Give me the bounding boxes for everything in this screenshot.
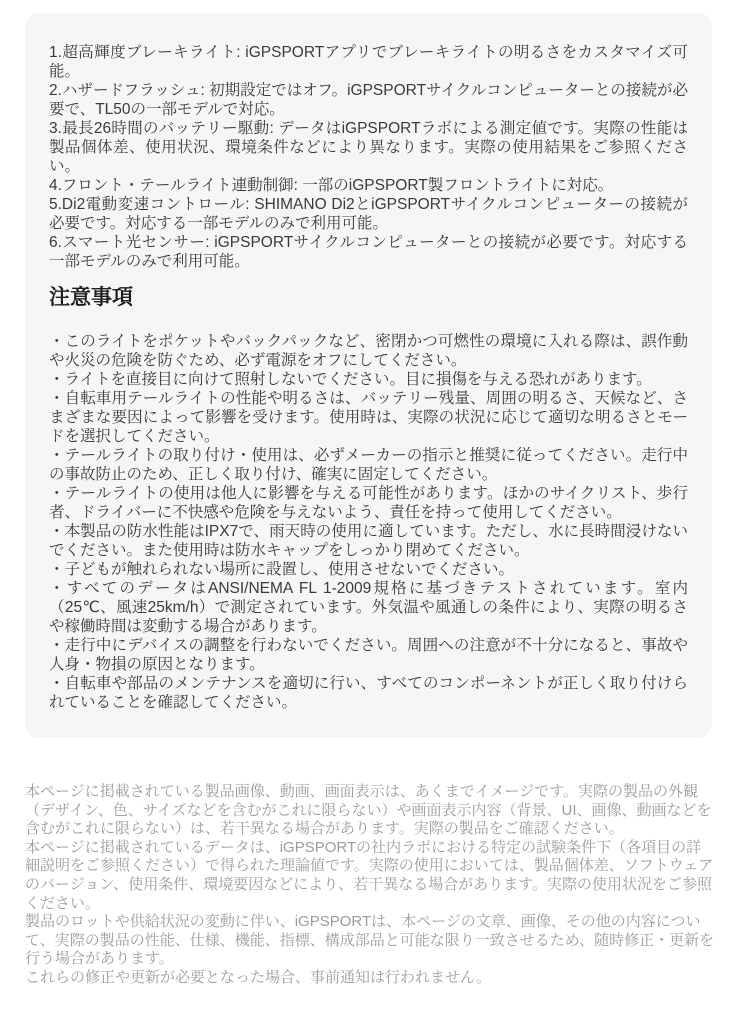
precaution-item: ・本製品の防水性能はIPX7で、雨天時の使用に適しています。ただし、水に長時間浸けないでください。また使用時は防水キャップをしっかり閉めてください。 bbox=[49, 523, 688, 559]
numbered-note: 2.ハザードフラッシュ: 初期設定ではオフ。iGPSPORTサイクルコンピューターとの接続が必要で、TL50の一部モデルで対応。 bbox=[49, 82, 688, 118]
disclaimer-paragraph: これらの修正や更新が必要となった場合、事前通知は行われません。 bbox=[25, 968, 491, 986]
numbered-notes-list bbox=[49, 43, 688, 271]
precaution-item: ・テールライトの取り付け・使用は、必ずメーカーの指示と推奨に従ってください。走行中の事故防止のため、正しく取り付け、確実に固定してください。 bbox=[49, 447, 688, 483]
disclaimer-paragraph: 製品のロットや供給状況の変動に伴い、iGPSPORTは、本ページの文章、画像、その他の内容について、実際の製品の性能、仕様、機能、指標、構成部品と可能な限り一致させるため、随時修正・更新を行う場合があります。 bbox=[25, 913, 715, 968]
precaution-item: ・すべてのデータはANSI/NEMA FL 1-2009規格に基づきテストされています。室内（25℃、風速25km/h）で測定されています。外気温や風通しの条件により、実際の明るさや稼働時間は変動する場合があります。 bbox=[49, 580, 688, 635]
precaution-item: ・このライトをポケットやバックパックなど、密閉かつ可燃性の環境に入れる際は、誤作動や火災の危険を防ぐため、必ず電源をオフにしてください。 bbox=[49, 333, 688, 369]
numbered-note: 1.超高輝度ブレーキライト: iGPSPORTアプリでブレーキライトの明るさをカスタマイズ可能。 bbox=[49, 44, 688, 80]
precaution-item: ・子どもが触れられない場所に設置し、使用させないでください。 bbox=[49, 561, 515, 578]
disclaimer-paragraph: 本ページに掲載されているデータは、iGPSPORTの社内ラボにおける特定の試験条件下（各項目の詳細説明をご参照ください）で得られた理論値です。実際の使用においては、製品個体差、ソフトウェアのバージョン、使用条件、環境要因などにより、若干異なる場合があります。実際の使用状況をご参照ください。 bbox=[25, 838, 714, 912]
disclaimer-paragraph: 本ページに掲載されている製品画像、動画、画面表示は、あくまでイメージです。実際の製品の外観（デザイン、色、サイズなどを含むがこれに限らない）や画面表示内容（背景、UI、画像、動画などを含むがこれに限らない）は、若干異なる場合があります。実際の製品をご確認ください。 bbox=[25, 783, 712, 838]
disclaimer-section bbox=[25, 783, 715, 988]
numbered-note: 3.最長26時間のバッテリー駆動: データはiGPSPORTラボによる測定値です。実際の性能は製品個体差、使用状況、環境条件などにより異なります。実際の使用結果をご参照ください。 bbox=[49, 120, 688, 175]
precaution-item: ・自転車用テールライトの性能や明るさは、バッテリー残量、周囲の明るさ、天候など、さまざまな要因によって影響を受けます。使用時は、実際の状況に応じて適切な明るさとモードを選択してください。 bbox=[49, 390, 688, 445]
numbered-note: 5.Di2電動変速コントロール: SHIMANO Di2とiGPSPORTサイクルコンピューターの接続が必要です。対応する一部モデルのみで利用可能。 bbox=[49, 196, 688, 232]
precaution-item: ・ライトを直接目に向けて照射しないでください。目に損傷を与える恐れがあります。 bbox=[49, 371, 652, 388]
numbered-note: 4.フロント・テールライト連動制御: 一部のiGPSPORT製フロントライトに対応。 bbox=[49, 177, 614, 194]
numbered-note: 6.スマート光センサー: iGPSPORTサイクルコンピューターとの接続が必要です。対応する一部モデルのみで利用可能。 bbox=[49, 234, 688, 270]
precaution-item: ・走行中にデバイスの調整を行わないでください。周囲への注意が不十分になると、事故や人身・物損の原因となります。 bbox=[49, 637, 688, 673]
precaution-item: ・テールライトの使用は他人に影響を与える可能性があります。ほかのサイクリスト、歩行者、ドライバーに不快感や危険を与えないよう、責任を持って使用してください。 bbox=[49, 485, 688, 521]
precaution-item: ・自転車や部品のメンテナンスを適切に行い、すべてのコンポーネントが正しく取り付けられていることを確認してください。 bbox=[49, 675, 688, 711]
precautions-list bbox=[49, 332, 688, 712]
precautions-heading: 注意事項 bbox=[49, 286, 133, 309]
product-notes-card bbox=[25, 13, 712, 738]
